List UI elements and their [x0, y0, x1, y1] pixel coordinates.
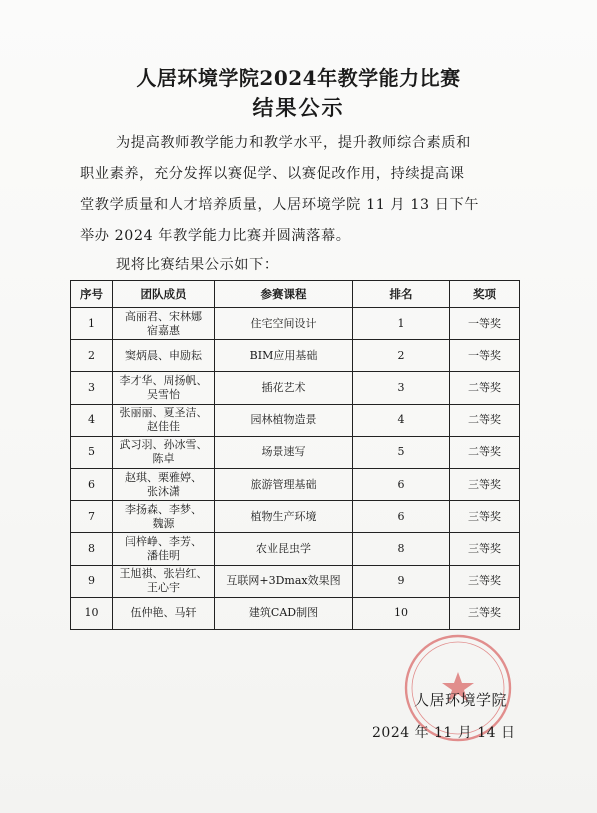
header-members: 团队成员 [113, 281, 215, 308]
member-line: 王心宇 [147, 581, 180, 595]
cell-rank: 8 [353, 533, 450, 565]
table-row [71, 308, 520, 340]
header-award: 奖项 [450, 281, 520, 308]
cell-rank: 2 [353, 340, 450, 372]
member-line: 赵佳佳 [147, 420, 180, 434]
cell-course: 旅游管理基础 [215, 468, 353, 500]
member-line: 李才华、周扬帆、 [119, 373, 208, 387]
cell-no: 10 [71, 597, 113, 629]
cell-award: 一等奖 [450, 308, 520, 340]
member-line: 陈卓 [152, 452, 175, 466]
table-row [71, 404, 520, 436]
intro-line: 举办 2024 年教学能力比赛并圆满落幕。 [80, 228, 351, 244]
table-row [71, 501, 520, 533]
cell-rank: 4 [353, 404, 450, 436]
member-line: 李扬森、李梦、 [125, 502, 202, 516]
cell-no: 2 [71, 340, 113, 372]
table-row [71, 565, 520, 597]
cell-members [113, 468, 215, 500]
member-line: 王旭祺、张岩红、 [119, 567, 208, 581]
cell-award: 三等奖 [450, 533, 520, 565]
cell-award: 二等奖 [450, 436, 520, 468]
cell-course: 互联网+3Dmax效果图 [215, 565, 353, 597]
cell-award: 二等奖 [450, 372, 520, 404]
cell-course: 住宅空间设计 [215, 308, 353, 340]
cell-no: 5 [71, 436, 113, 468]
member-line: 闫梓峥、李芳、 [125, 534, 202, 548]
cell-members [113, 308, 215, 340]
member-line: 赵琪、栗雅婷、 [125, 470, 202, 484]
member-line: 宿嘉惠 [147, 323, 180, 337]
header-rank: 排名 [353, 281, 450, 308]
document-title: 人居环境学院2024年教学能力比赛 [136, 66, 461, 90]
cell-rank: 5 [353, 436, 450, 468]
cell-no: 1 [71, 308, 113, 340]
member-line: 魏源 [152, 516, 175, 530]
table-row [71, 533, 520, 565]
cell-course: 园林植物造景 [215, 404, 353, 436]
signature-organization: 人居环境学院 [414, 691, 508, 709]
member-line: 伍仲艳、马轩 [130, 606, 197, 620]
document-subtitle: 结果公示 [252, 95, 345, 120]
intro-line: 堂教学质量和人才培养质量，人居环境学院 11 月 13 日下午 [80, 197, 480, 213]
table-row [71, 436, 520, 468]
cell-no: 4 [71, 404, 113, 436]
member-line: 窦炳晨、申励耘 [125, 348, 202, 362]
results-lead-text: 现将比赛结果公示如下： [116, 257, 279, 273]
cell-no: 8 [71, 533, 113, 565]
cell-members [113, 372, 215, 404]
cell-rank: 3 [353, 372, 450, 404]
cell-members [113, 597, 215, 629]
cell-no: 3 [71, 372, 113, 404]
cell-award: 三等奖 [450, 501, 520, 533]
cell-rank: 10 [353, 597, 450, 629]
cell-rank: 9 [353, 565, 450, 597]
cell-members [113, 340, 215, 372]
cell-course: 插花艺术 [215, 372, 353, 404]
cell-course: BIM应用基础 [215, 340, 353, 372]
cell-members [113, 501, 215, 533]
member-line: 张沐潇 [147, 484, 180, 498]
header-no: 序号 [71, 281, 113, 308]
intro-line: 为提高教师教学能力和教学水平，提升教师综合素质和 [116, 135, 471, 151]
member-line: 张丽丽、夏圣洁、 [119, 406, 208, 420]
cell-course: 建筑CAD制图 [215, 597, 353, 629]
table-row [71, 468, 520, 500]
member-line: 吴雪怡 [147, 387, 180, 401]
table-row [71, 597, 520, 629]
cell-rank: 1 [353, 308, 450, 340]
cell-members [113, 533, 215, 565]
cell-rank: 6 [353, 501, 450, 533]
cell-course: 农业昆虫学 [215, 533, 353, 565]
cell-members [113, 565, 215, 597]
member-line: 高丽君、宋林娜 [125, 309, 202, 323]
cell-members [113, 436, 215, 468]
cell-award: 三等奖 [450, 565, 520, 597]
intro-paragraph [80, 128, 520, 252]
cell-course: 场景速写 [215, 436, 353, 468]
cell-members [113, 404, 215, 436]
cell-award: 三等奖 [450, 468, 520, 500]
cell-no: 7 [71, 501, 113, 533]
results-table [70, 280, 520, 630]
intro-line: 职业素养，充分发挥以赛促学、以赛促改作用，持续提高课 [80, 166, 465, 182]
cell-rank: 6 [353, 468, 450, 500]
table-header-row [71, 281, 520, 308]
signature-date: 2024 年 11 月 14 日 [372, 725, 516, 741]
cell-award: 三等奖 [450, 597, 520, 629]
cell-award: 二等奖 [450, 404, 520, 436]
cell-award: 一等奖 [450, 340, 520, 372]
header-course: 参赛课程 [215, 281, 353, 308]
cell-course: 植物生产环境 [215, 501, 353, 533]
member-line: 潘佳明 [147, 548, 180, 562]
cell-no: 9 [71, 565, 113, 597]
table-row [71, 340, 520, 372]
cell-no: 6 [71, 468, 113, 500]
table-row [71, 372, 520, 404]
results-table-body [71, 308, 520, 630]
member-line: 武习羽、孙冰雪、 [119, 438, 208, 452]
